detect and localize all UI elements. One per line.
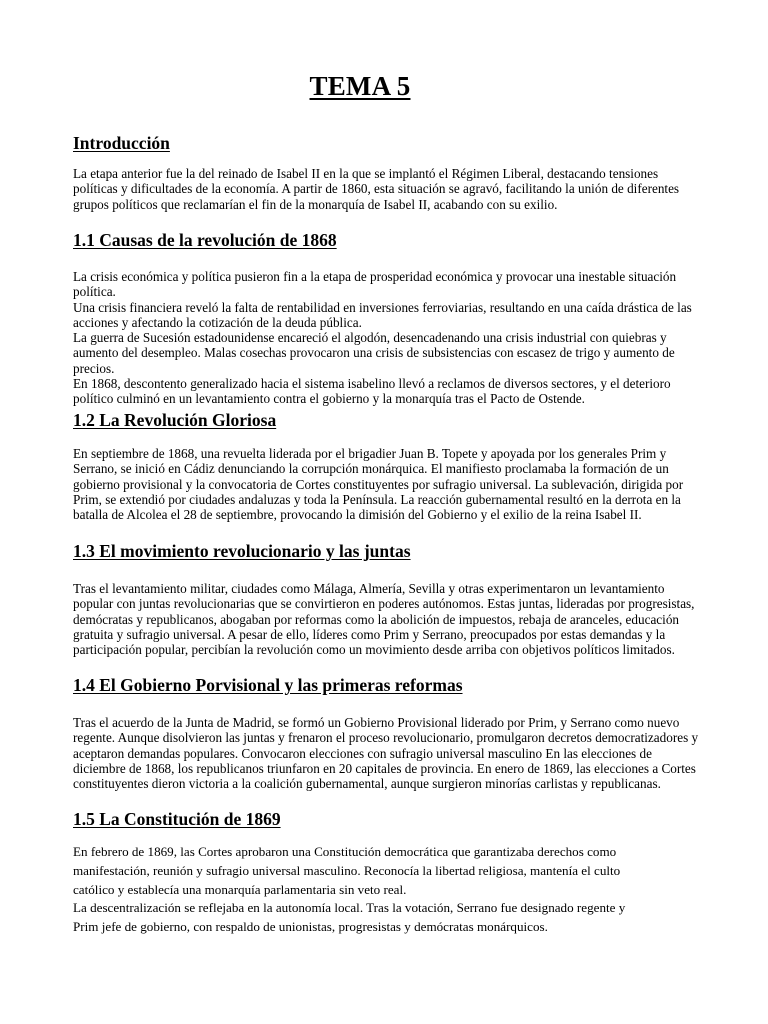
paragraph: En febrero de 1869, las Cortes aprobaron una Constitución democrática que garantizaba derechos como manifestación, reunión y sufragio universal masculino. Reconocía la libertad religiosa, mantenía el culto católico y establecía una monarquía parlamentaria sin veto real. xyxy=(73,844,621,897)
section-heading-gobierno-provisional: 1.4 El Gobierno Porvisional y las primeras reformas xyxy=(73,675,463,695)
section-body-causas xyxy=(73,269,703,407)
section-heading-revolucion-gloriosa: 1.2 La Revolución Gloriosa xyxy=(73,410,277,430)
section-heading-causas: 1.1 Causas de la revolución de 1868 xyxy=(73,230,337,250)
paragraph: La guerra de Sucesión estadounidense encareció el algodón, desencadenando una crisis industrial con quiebras y aumento del desempleo. Malas cosechas provocaron una crisis de subsistencias con escasez de trigo y aumento de precios. xyxy=(73,330,675,376)
paragraph: En septiembre de 1868, una revuelta liderada por el brigadier Juan B. Topete y apoyada por los generales Prim y Serrano, se inició en Cádiz denunciando la corrupción monárquica. El manifiesto proclamaba la formación de un gobierno provisional y la convocatoria de Cortes constituyentes por sufragio universal. La sublevación, dirigida por Prim, se extendió por ciudades andaluzas y toda la Península. La reacción gubernamental resultó en la derrota en la batalla de Alcolea el 28 de septiembre, provocando la dimisión del Gobierno y el exilio de la reina Isabel II. xyxy=(73,446,684,523)
document-title: TEMA 5 xyxy=(309,71,411,101)
paragraph: En 1868, descontento generalizado hacia el sistema isabelino llevó a reclamos de diversos sectores, y el deterioro político culminó en un levantamiento contra el gobierno y la monarquía tras el Pacto de Ostende. xyxy=(73,376,671,407)
section-heading-introduccion: Introducción xyxy=(73,133,170,153)
paragraph: La etapa anterior fue la del reinado de Isabel II en la que se implantó el Régimen Liberal, destacando tensiones políticas y dificultades de la economía. A partir de 1860, esta situación se agravó, facilitando la unión de diferentes grupos políticos que reclamarían el fin de la monarquía de Isabel II, acabando con su exilio. xyxy=(73,166,680,212)
section-body-gobierno-provisional xyxy=(73,715,703,791)
paragraph: La crisis económica y política pusieron fin a la etapa de prosperidad económica y provocar una inestable situación política. xyxy=(73,269,677,300)
section-body-revolucion-gloriosa xyxy=(73,446,698,522)
paragraph: Tras el acuerdo de la Junta de Madrid, se formó un Gobierno Provisional liderado por Prim, y Serrano como nuevo regente. Aunque disolvieron las juntas y frenaron el proceso revolucionario, promulgaron decretos democratizadores y aceptaron demandas populares. Convocaron elecciones con sufragio universal masculino En las elecciones de diciembre de 1868, los republicanos triunfaron en 20 capitales de provincia. En enero de 1869, las elecciones a Cortes constituyentes dieron victoria a la coalición gubernamental, aunque surgieron minorías carlistas y republicanas. xyxy=(73,715,699,792)
section-body-movimiento-juntas xyxy=(73,581,695,657)
paragraph: La descentralización se reflejaba en la autonomía local. Tras la votación, Serrano fue designado regente y Prim jefe de gobierno, con respaldo de unionistas, progresistas y demócratas monárquicos. xyxy=(73,900,626,935)
paragraph: Tras el levantamiento militar, ciudades como Málaga, Almería, Sevilla y otras experimentaron un levantamiento popular con juntas revolucionarias que se convirtieron en poderes autónomos. Estas juntas, lideradas por progresistas, demócratas y republicanos, abogaban por reformas como la abolición de impuestos, rebaja de aranceles, educación gratuita y sufragio universal. A pesar de ello, líderes como Prim y Serrano, preocupados por estas demandas y la participación popular, percibían la revolución como un movimiento desde arriba con objetivos políticos limitados. xyxy=(73,581,695,658)
section-heading-constitucion-1869: 1.5 La Constitución de 1869 xyxy=(73,809,281,829)
paragraph: Una crisis financiera reveló la falta de rentabilidad en inversiones ferroviarias, resultando en una caída drástica de las acciones y afectando la cotización de la deuda pública. xyxy=(73,299,692,330)
section-heading-movimiento-juntas: 1.3 El movimiento revolucionario y las juntas xyxy=(73,541,411,561)
section-body-constitucion-1869 xyxy=(73,843,633,937)
section-body-introduccion xyxy=(73,166,701,212)
